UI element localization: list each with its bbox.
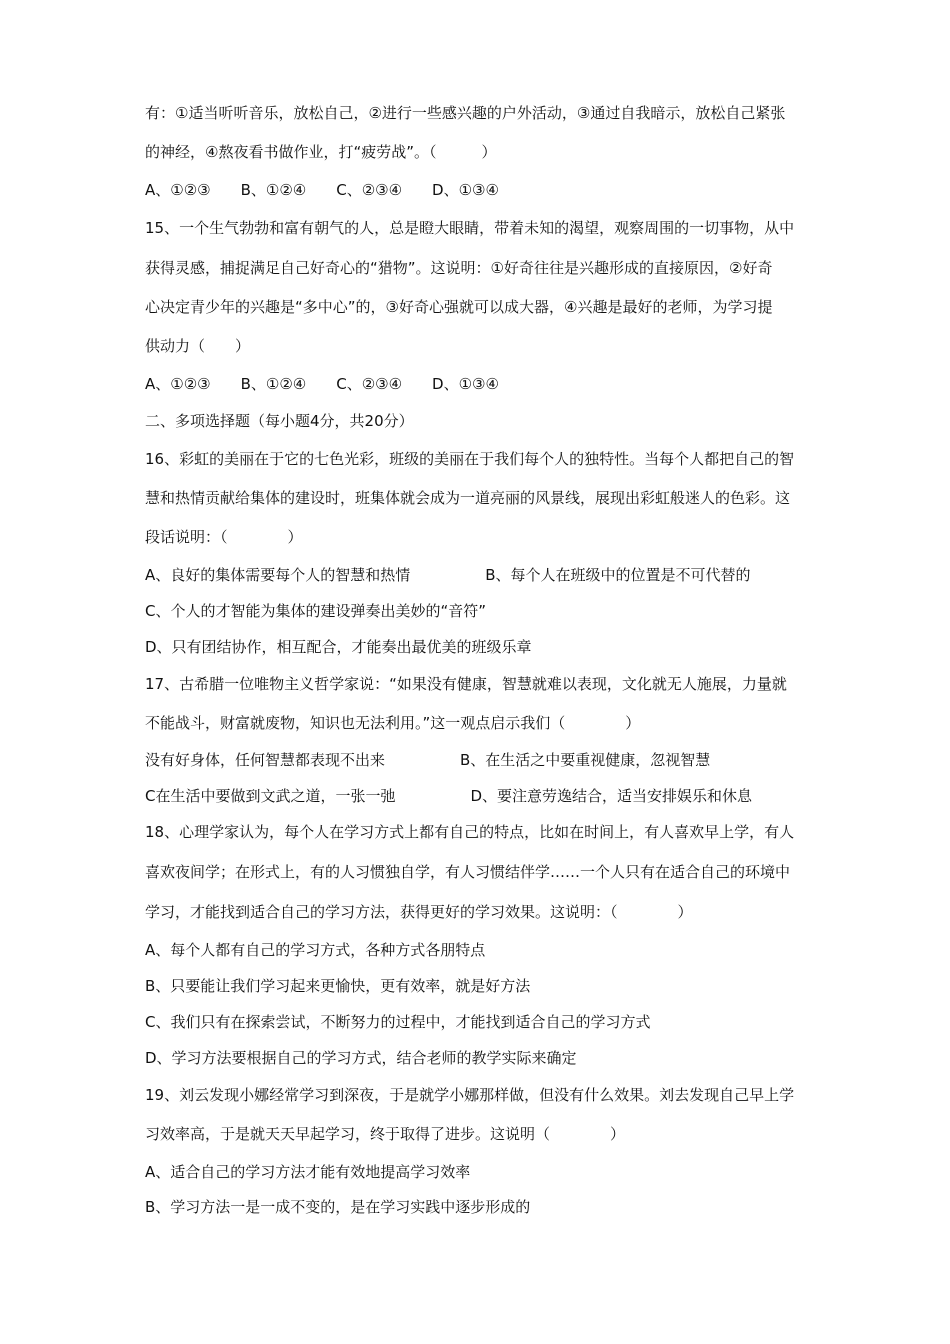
q16-options-ab: A、良好的集体需要每个人的智慧和热情 B、每个人在班级中的位置是不可代替的: [145, 566, 751, 584]
q18-stem-line-1: 18、心理学家认为，每个人在学习方式上都有自己的特点，比如在时间上，有人喜欢早上学，有人: [145, 823, 795, 841]
q14-stem-line-2: 有：①适当听听音乐，放松自己，②进行一些感兴趣的户外活动，③通过自我暗示，放松自己紧张: [145, 104, 786, 122]
q17-stem-line-2: 不能战斗，财富就废物，知识也无法利用。”这一观点启示我们（ ）: [145, 714, 641, 732]
q19-stem-line-1: 19、刘云发现小娜经常学习到深夜，于是就学小娜那样做，但没有什么效果。刘去发现自己早上学: [145, 1086, 795, 1104]
q15-stem-line-1: 15、一个生气勃勃和富有朝气的人，总是瞪大眼睛，带着未知的渴望，观察周围的一切事物，从中: [145, 219, 795, 237]
q19-option-a: A、适合自己的学习方法才能有效地提高学习效率: [145, 1163, 471, 1181]
q15-stem-line-3: 心决定青少年的兴趣是“多中心”的，③好奇心强就可以成大器，④兴趣是最好的老师，为学习提: [145, 298, 773, 316]
q18-stem-line-2: 喜欢夜间学；在形式上，有的人习惯独自学，有人习惯结伴学……一个人只有在适合自己的环境中: [145, 863, 791, 881]
q16-option-c: C、个人的才智能为集体的建设弹奏出美妙的“音符”: [145, 602, 487, 620]
q14-options: A、①②③ B、①②④ C、②③④ D、①③④: [145, 181, 499, 199]
q19-option-b: B、学习方法一是一成不变的，是在学习实践中逐步形成的: [145, 1198, 531, 1216]
q16-stem-line-3: 段话说明：（ ）: [145, 528, 303, 546]
q17-options-cd: C在生活中要做到文武之道，一张一弛 D、要注意劳逸结合，适当安排娱乐和休息: [145, 787, 753, 805]
q18-option-d: D、学习方法要根据自己的学习方式，结合老师的教学实际来确定: [145, 1049, 577, 1067]
q18-option-a: A、每个人都有自己的学习方式，各种方式各朋特点: [145, 941, 486, 959]
q17-options-ab: 没有好身体，任何智慧都表现不出来 B、在生活之中要重视健康，忽视智慧: [145, 751, 711, 769]
q19-stem-line-2: 习效率高，于是就天天早起学习，终于取得了进步。这说明（ ）: [145, 1125, 626, 1143]
q15-options: A、①②③ B、①②④ C、②③④ D、①③④: [145, 375, 499, 393]
q18-option-b: B、只要能让我们学习起来更愉快，更有效率，就是好方法: [145, 977, 531, 995]
q17-stem-line-1: 17、古希腊一位唯物主义哲学家说：“如果没有健康，智慧就难以表现，文化就无人施展，力量就: [145, 675, 787, 693]
q18-option-c: C、我们只有在探索尝试，不断努力的过程中，才能找到适合自己的学习方式: [145, 1013, 651, 1031]
q16-option-d: D、只有团结协作，相互配合，才能奏出最优美的班级乐章: [145, 638, 532, 656]
q14-stem-line-3: 的神经，④熬夜看书做作业，打“疲劳战”。（ ）: [145, 143, 497, 161]
q16-stem-line-1: 16、彩虹的美丽在于它的七色光彩，班级的美丽在于我们每个人的独特性。当每个人都把自己的智: [145, 450, 795, 468]
q15-stem-line-2: 获得灵感，捕捉满足自己好奇心的“猎物”。这说明：①好奇往往是兴趣形成的直接原因，②好奇: [145, 259, 773, 277]
q18-stem-line-3: 学习，才能找到适合自己的学习方法，获得更好的学习效果。这说明：（ ）: [145, 903, 693, 921]
q16-stem-line-2: 慧和热情贡献给集体的建设时，班集体就会成为一道亮丽的风景线，展现出彩虹般迷人的色彩。这: [145, 489, 791, 507]
section-two-heading: 二、多项选择题（每小题4分，共20分）: [145, 412, 414, 430]
q15-stem-line-4: 供动力（ ）: [145, 337, 251, 355]
